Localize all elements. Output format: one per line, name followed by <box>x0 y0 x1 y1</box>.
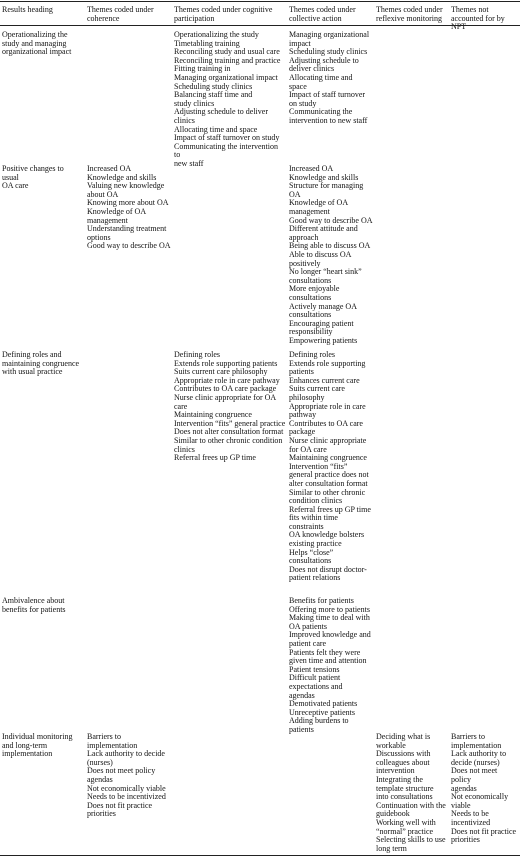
row-heading: Operationalizing the study and managing organizational impact <box>2 30 72 57</box>
table-bottom-rule <box>0 855 520 856</box>
row-heading: Ambivalence about benefits for patients <box>2 596 66 614</box>
column-header-reflexive-monitoring: Themes coded under reflexive monitoring <box>376 5 443 23</box>
column-header-collective-action: Themes coded under collective action <box>289 5 356 23</box>
reflexive-monitoring-themes: Deciding what is workable Discussions with colleagues about intervention Integrating the template structure into consultations Continuation with the guidebook Working well with “normal” practice Selecting skills to use long term <box>376 732 446 853</box>
coherence-themes: Barriers to implementation Lack authority to decide (nurses) Does not meet policy agendas Not economically viable Needs to be incentivized Does not fit practice priorities <box>87 732 166 819</box>
header-rule <box>0 25 520 26</box>
column-header-results-heading: Results heading <box>2 5 53 14</box>
column-header-not-accounted-npt: Themes not accounted for by NPT <box>451 5 505 32</box>
column-header-coherence: Themes coded under coherence <box>87 5 154 23</box>
collective-action-themes: Defining roles Extends role supporting patients Enhances current care Suits current care philosophy Appropriate role in care pathway Contributes to OA care package Nurse clinic appropriate for OA care Maintaining congruence Intervention “fits” general practice does not alter consultation format Similar to other chronic condition clinics Referral frees up GP time fits within time constraints OA knowledge bolsters existing practice Helps “close” consultations Does not disrupt doctor- patient relations <box>289 350 371 583</box>
row-heading: Defining roles and maintaining congruence with usual practice <box>2 350 80 377</box>
collective-action-themes: Increased OA Knowledge and skills Structure for managing OA Knowledge of OA management Good way to describe OA Different attitude and approach Being able to discuss OA Able to discuss OA positively No longer “heart sink” consultations More enjoyable consultations Actively manage OA consultations Encouraging patient responsibility Empowering patients <box>289 164 373 345</box>
coherence-themes: Increased OA Knowledge and skills Valuing new knowledge about OA Knowing more about OA Knowledge of OA management Understanding treatment options Good way to describe OA <box>87 164 171 251</box>
cognitive-participation-themes: Operationalizing the study Timetabling training Reconciling study and usual care Reconciling training and practice Fitting training in Managing organizational impact Scheduling study clinics Balancing staff time and study clinics Adjusting schedule to deliver clinics Allocating time and space Impact of staff turnover on study Communicating the intervention to new staff <box>174 30 281 168</box>
cognitive-participation-themes: Defining roles Extends role supporting patients Suits current care philosophy Appropriate role in care pathway Contributes to OA care package Nurse clinic appropriate for OA care Maintaining congruence Intervention “fits” general practice Does not alter consultation format Similar to other chronic condition clinics Referral frees up GP time <box>174 350 286 463</box>
collective-action-themes: Managing organizational impact Scheduling study clinics Adjusting schedule to deliver clinics Allocating time and space Impact of staff turnover on study Communicating the intervention to new staff <box>289 30 370 125</box>
collective-action-themes: Benefits for patients Offering more to patients Making time to deal with OA patients Improved knowledge and patient care Patients felt they were given time and attention Patient tensions Difficult patient expectations and agendas Demotivated patients Unreceptive patients Adding burdens to patients <box>289 596 371 734</box>
not-accounted-themes: Barriers to implementation Lack authority to decide (nurses) Does not meet policy agendas Not economically viable Needs to be incentivized Does not fit practice priorities <box>451 732 517 845</box>
table-top-rule <box>0 1 520 2</box>
row-heading: Positive changes to usual OA care <box>2 164 64 191</box>
row-heading: Individual monitoring and long-term implementation <box>2 732 73 759</box>
column-header-cognitive-participation: Themes coded under cognitive participation <box>174 5 273 23</box>
